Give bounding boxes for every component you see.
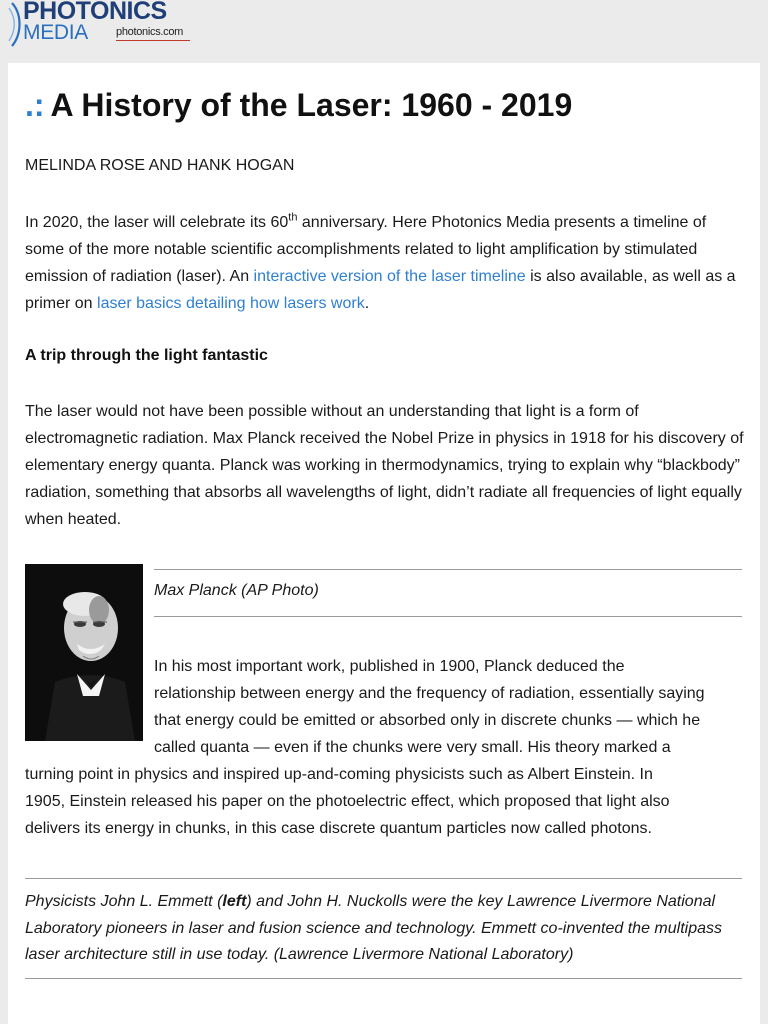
- logo-url: photonics.com: [116, 26, 184, 38]
- body-paragraph-quanta: [25, 653, 745, 842]
- body-paragraph-planck: The laser would not have been possible without an understanding that light is a form of electromagnetic radiation. Max Planck received the Nobel Prize in physics in 1918 for his discovery of elementary energy quanta. Planck was working in thermodynamics, trying to explain why “blackbody” radiation, something that absorbs all wavelengths of light, didn’t radiate all frequencies of light equally when heated.: [25, 403, 744, 528]
- paragraph-line: 1905, Einstein released his paper on the photoelectric effect, which proposed that light also: [25, 793, 670, 810]
- photonics-media-logo[interactable]: [6, 0, 206, 48]
- emmett-nuckolls-caption: [25, 889, 745, 969]
- article-authors: MELINDA ROSE AND HANK HOGAN: [25, 157, 295, 174]
- intro-text-1: In 2020, the laser will celebrate its 60: [25, 214, 289, 231]
- caption2-bold: left: [222, 893, 247, 910]
- caption2-text-1: Physicists John L. Emmett (: [25, 893, 223, 910]
- caption-top-rule: [154, 569, 742, 570]
- title-text: A History of the Laser: 1960 - 2019: [50, 87, 573, 123]
- intro-paragraph: [25, 209, 745, 317]
- laser-basics-link[interactable]: laser basics detailing how lasers work: [97, 295, 365, 312]
- photo-caption: Max Planck (AP Photo): [154, 582, 319, 599]
- paragraph-line: called quanta — even if the chunks were very small. His theory marked a: [154, 739, 671, 756]
- paragraph-line: that energy could be emitted or absorbed only in discrete chunks — which he: [154, 712, 701, 729]
- paragraph-line: turning point in physics and inspired up-and-coming physicists such as Albert Einstein. In: [25, 766, 653, 783]
- article-card: [8, 63, 760, 1024]
- logo-wordmark-bottom: MEDIA: [23, 21, 89, 44]
- intro-text-3: is also available, as well as a primer on: [25, 268, 736, 312]
- caption-bottom-rule: [154, 616, 742, 617]
- intro-superscript: th: [288, 211, 298, 224]
- intro-text-4: .: [364, 295, 370, 312]
- intro-text-2: anniversary. Here Photonics Media presents a timeline of some of the more notable scientific accomplishments related to light amplification by stimulated emission of radiation (laser). An: [25, 214, 707, 285]
- caption2-bottom-rule: [25, 978, 742, 979]
- logo-wordmark-top: PHOTONICS: [23, 0, 167, 25]
- caption2-text-2: ) and John H. Nuckolls were the key Lawrence Livermore National Laboratory pioneers in laser and fusion science and technology. Emmett co-invented the multipass laser architecture still in use today. (Lawrence Livermore National Laboratory): [25, 893, 722, 963]
- interactive-timeline-link[interactable]: interactive version of the laser timeline: [253, 268, 526, 285]
- section-subheading: A trip through the light fantastic: [25, 347, 268, 364]
- logo-url-underline: [116, 40, 190, 41]
- paragraph-line: relationship between energy and the frequency of radiation, essentially saying: [154, 685, 705, 702]
- caption2-top-rule: [25, 878, 742, 879]
- site-header: [0, 0, 768, 62]
- title-marker: .:: [25, 87, 45, 123]
- paragraph-line: In his most important work, published in 1900, Planck deduced the: [154, 658, 625, 675]
- paragraph-line: delivers its energy in chunks, in this case discrete quantum particles now called photons.: [25, 820, 652, 837]
- page-title: [25, 87, 572, 124]
